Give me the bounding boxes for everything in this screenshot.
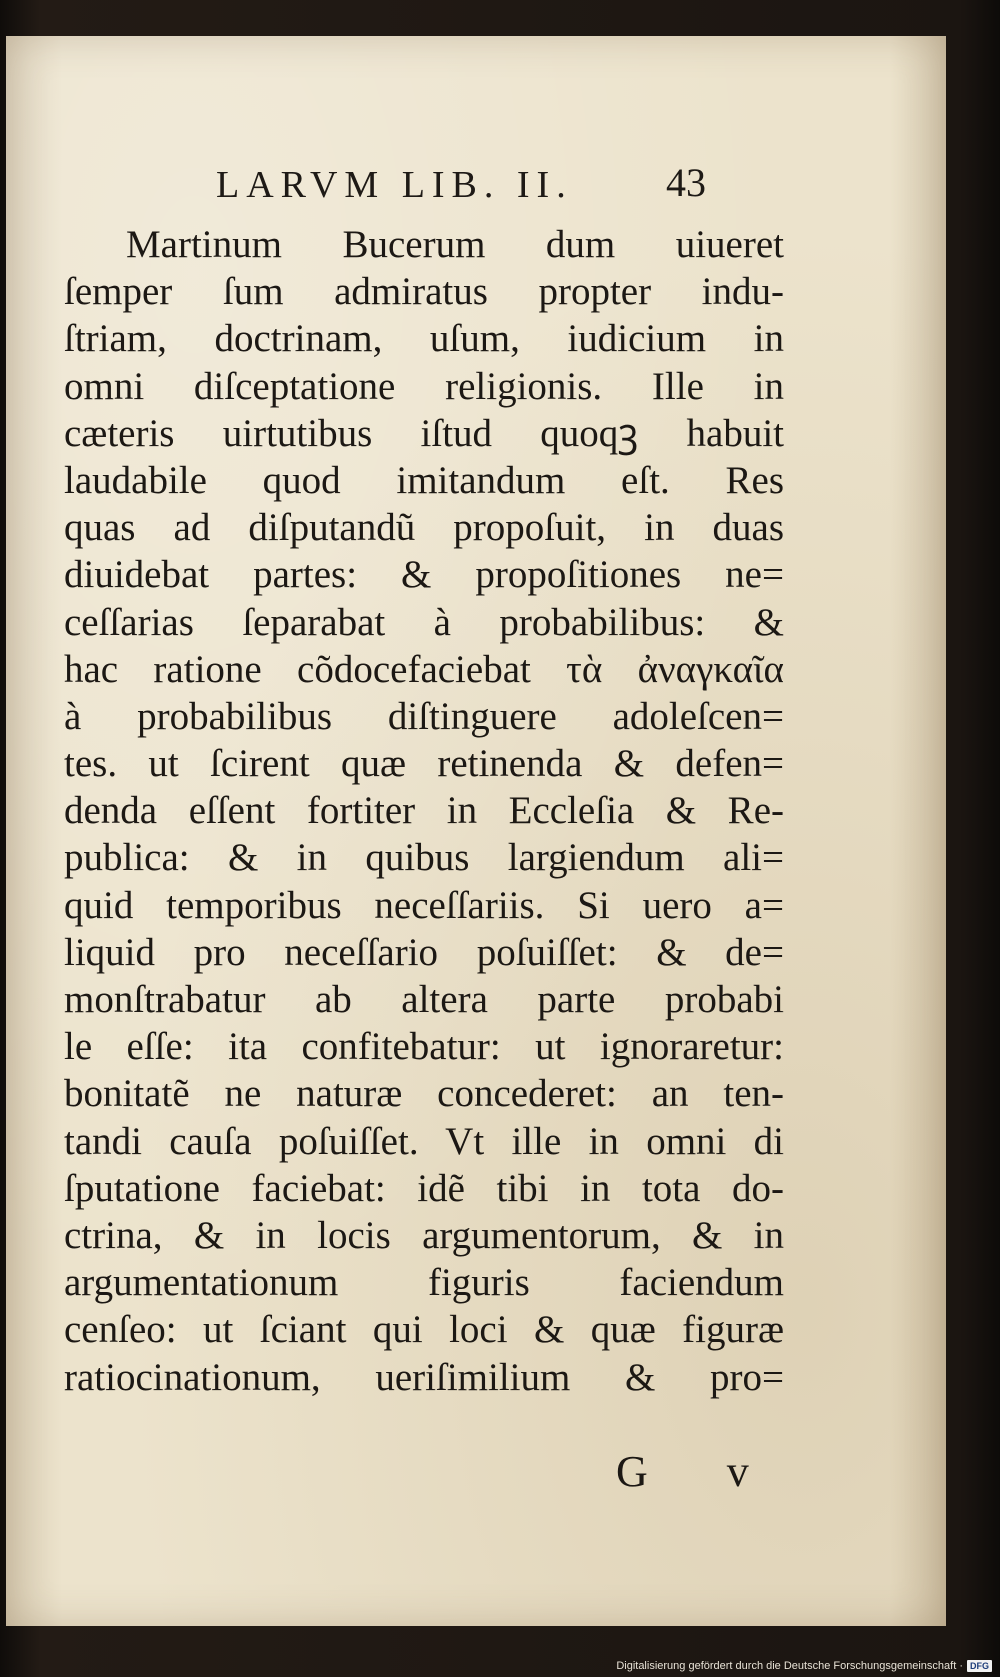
text-line: argumentationum figuris faciendum (64, 1261, 784, 1305)
text-line: tandi cauſa poſuiſſet. Vt ille in omni di (64, 1119, 784, 1163)
text-line: quas ad diſputandũ propoſuit, in duas (64, 506, 784, 550)
text-line: ratiocinationum, ueriſimilium & pro= (64, 1355, 784, 1399)
page-header (6, 160, 946, 213)
signature-mark: G v (616, 1447, 783, 1496)
text-line: Martinum Bucerum dum uiueret (126, 223, 784, 266)
text-line: quid temporibus neceſſariis. Si uero a= (64, 883, 784, 927)
credit-text: Digitalisierung gefördert durch die Deutsche Forschungsgemeinschaft · (616, 1660, 963, 1672)
text-line: cæteris uirtutibus iſtud quoqꝫ habuit (64, 411, 784, 455)
digitization-credit (616, 1657, 992, 1675)
text-line: laudabile quod imitandum eſt. Res (64, 458, 784, 502)
text-line: ſtriam, doctrinam, uſum, iudicium in (64, 317, 784, 361)
text-line: ſputatione faciebat: idẽ tibi in tota do- (64, 1166, 784, 1210)
running-title: LARVM LIB. II. (216, 164, 573, 206)
text-line: hac ratione cõdocefaciebat τὰ ἀναγκαῖα (64, 647, 784, 691)
text-line: ctrina, & in locis argumentorum, & in (64, 1213, 784, 1257)
text-line: publica: & in quibus largiendum ali= (64, 836, 784, 880)
text-line: à probabilibus diſtinguere adoleſcen= (64, 694, 784, 738)
text-line: bonitatẽ ne naturæ concederet: an ten- (64, 1072, 784, 1116)
text-line: monſtrabatur ab altera parte probabi (64, 978, 784, 1021)
text-line: diuidebat partes: & propoſitiones ne= (64, 553, 784, 597)
body-text (64, 221, 784, 1401)
book-page (6, 36, 946, 1626)
page-number: 43 (666, 160, 706, 205)
text-line: tes. ut ſcirent quæ retinenda & defen= (64, 742, 784, 786)
text-line: ceſſarias ſeparabat à probabilibus: & (64, 600, 784, 644)
text-line: ſemper ſum admiratus propter indu- (64, 270, 784, 314)
text-line: denda eſſent fortiter in Eccleſia & Re- (64, 789, 784, 833)
text-line: cenſeo: ut ſciant qui loci & quæ figuræ (64, 1308, 784, 1352)
dfg-logo: DFG (967, 1660, 992, 1672)
text-line: liquid pro neceſſario poſuiſſet: & de= (64, 930, 784, 974)
text-line: le eſſe: ita confitebatur: ut ignoraretur: (64, 1025, 784, 1069)
text-line: omni diſceptatione religionis. Ille in (64, 364, 784, 408)
